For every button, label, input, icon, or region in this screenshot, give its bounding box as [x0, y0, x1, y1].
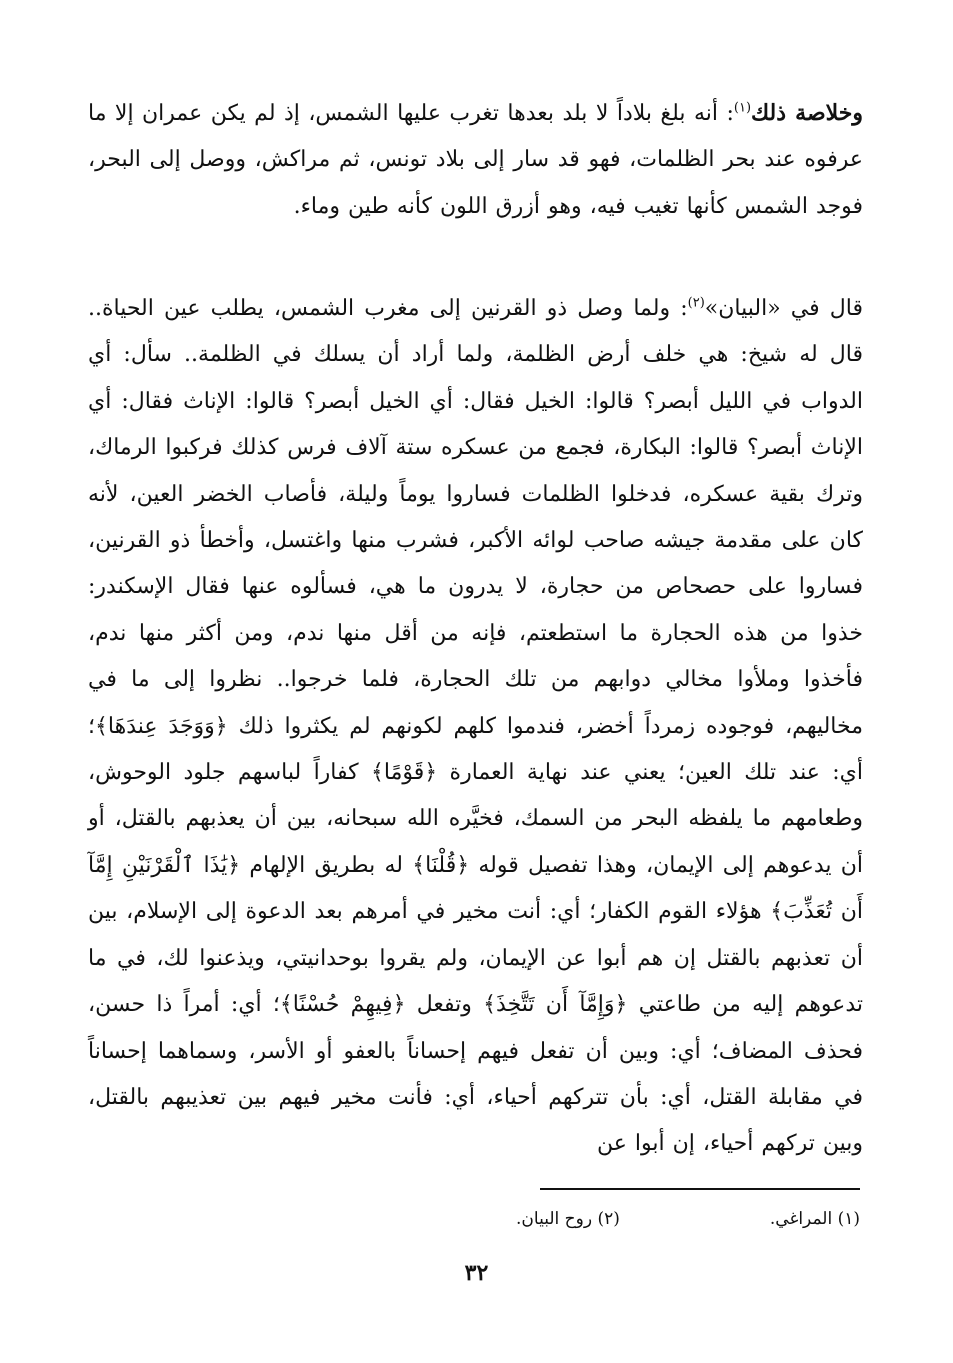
page-number: ٣٢ — [464, 1260, 489, 1286]
paragraph-body: : ولما وصل ذو القرنين إلى مغرب الشمس، يطلب عين الحياة.. قال له شيخ: هي خلف أرض الظلمة، ولما أراد أن يسلك في الظلمة.. سأل: أي الدواب في الليل أبصر؟ قالوا: الخيل فقال: أي الخيل أبصر؟ قالوا: الإناث فقال: أي الإناث أبصر؟ قالوا: البكارة، فجمع من عسكره ستة آلاف فرس كذلك فركبوا الرماك، وترك بقية عسكره، فدخلوا الظلمات فساروا يوماً وليلة، فأصاب الخضر العين، لأنه كان على مقدمة جيشه صاحب لوائه الأكبر، فشرب منها واغتسل، وأخطأ ذو القرنين، فساروا على حصحاص من حجارة، لا يدرون ما هي، فسألوه عنها فقال الإسكندر: خذوا من هذه الحجارة ما استطعتم، فإنه من أقل منها ندم، ومن أكثر منها ندم، فأخذوا وملأوا مخالي دوابهم من تلك الحجارة، فلما خرجوا.. نظروا إلى ما في مخاليهم، فوجوده زمرداً أخضر، فندموا كلهم لكونهم لم يكثروا ذلك ﴿وَوَجَدَ عِندَهَا﴾؛ أي: عند تلك العين؛ يعني عند نهاية العمارة ﴿قَوْمًا﴾ كفاراً لباسهم جلود الوحوش، وطعامهم ما يلفظه البحر من السمك، فخيَّره الله سبحانه، بين أن يعذبهم بالقتل، أو أن يدعوهم إلى الإيمان، وهذا تفصيل قوله ﴿قُلْنَا﴾ له بطريق الإلهام ﴿يَٰذَا ٱلْقَرْنَيْنِ إِمَّآ أَن تُعَذِّبَ﴾ هؤلاء القوم الكفار؛ أي: أنت مخير في أمرهم بعد الدعوة إلى الإسلام، بين أن تعذبهم بالقتل إن هم أبوا عن الإيمان، ولم يقروا بوحدانيتي، ويذعنوا لك، في ما تدعوهم إليه من طاعتي ﴿وَإِمَّآ أَن تَتَّخِذَ﴾ وتفعل ﴿فِيهِمْ حُسْنًا﴾؛ أي: أمراً ذا حسن، فحذف المضاف؛ أي: وبين أن تفعل فيهم إحساناً بالعفو أو الأسر، وسماهما إحساناً في مقابلة القتل، أي: بأن تتركهم أحياء، أي: فأنت مخير فيهم بين تعذيبهم بالقتل، وبين تركهم أحياء، إن أبوا عن — [88, 296, 863, 1157]
footnote-2: (٢) روح البيان. — [516, 1209, 620, 1229]
footnote-1: (١) المراغي. — [769, 1209, 860, 1229]
footnote-ref-1: (١) — [733, 100, 752, 116]
paragraph-lead-bold: وخلاصة ذلك — [751, 100, 863, 126]
footnotes — [280, 1207, 860, 1231]
footnote-ref-2: (٢) — [687, 295, 705, 311]
paragraph-quote-bayan — [88, 286, 863, 1168]
paragraph-lead: قال في «البيان» — [704, 296, 863, 321]
paragraph-summary — [88, 90, 863, 230]
footnote-divider — [540, 1188, 860, 1190]
paragraph-body: : أنه بلغ بلاداً لا بلد بعدها تغرب عليها الشمس، إذ لم يكن عمران إلا ما عرفوه عند بحر الظلمات، فهو قد سار إلى بلاد تونس، ثم مراكش، ووصل إلى البحر، فوجد الشمس كأنها تغيب فيه، وهو أزرق اللون كأنه طين وماء. — [88, 101, 863, 219]
